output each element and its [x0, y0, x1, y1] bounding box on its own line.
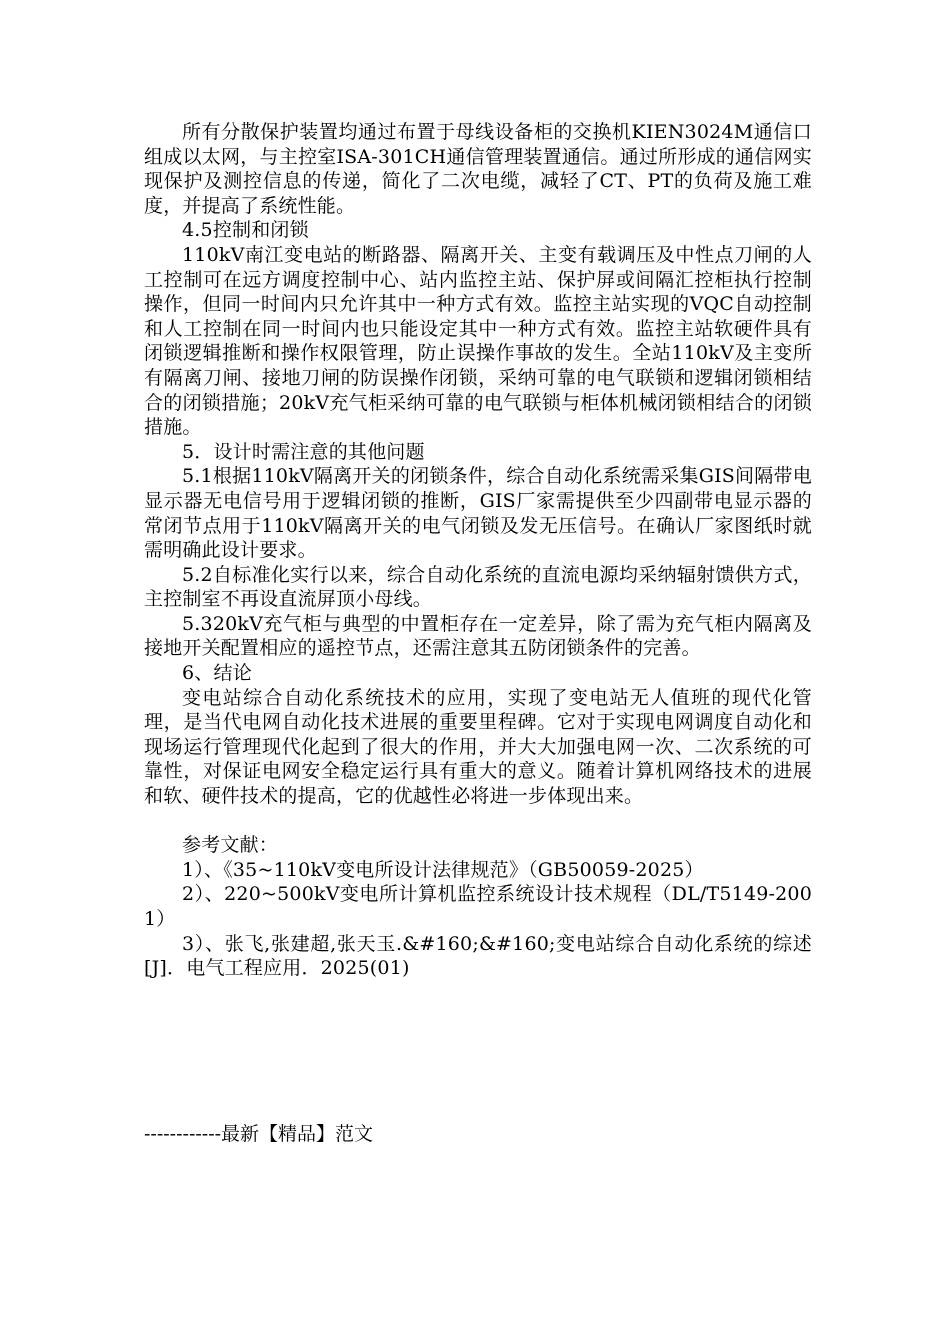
references-heading: 参考文献： [182, 834, 279, 857]
reference-item-2: 2）、220~500kV变电所计算机监控系统设计技术规程（DL/T5149-2001） [144, 883, 812, 930]
paragraph-conclusion: 变电站综合自动化系统技术的应用，实现了变电站无人值班的现代化管理，是当代电网自动化技术进展的重要里程碑。它对于实现电网调度自动化和现场运行管理现代化起到了很大的作用，并大大加强电网一次、二次系统的可靠性，对保证电网安全稳定运行具有重大的意义。随着计算机网络技术的进展和软、硬件技术的提高，它的优越性必将进一步体现出来。 [144, 686, 812, 808]
paragraph-issue-5-3: 5.320kV充气柜与典型的中置柜存在一定差异，除了需为充气柜内隔离及接地开关配置相应的遥控节点，还需注意其五防闭锁条件的完善。 [144, 612, 812, 660]
paragraph-issue-5-1: 5.1根据110kV隔离开关的闭锁条件，综合自动化系统需采集GIS间隔带电显示器无电信号用于逻辑闭锁的推断，GIS厂家需提供至少四副带电显示器的常闭节点用于110kV隔离开关的电气闭锁及发无压信号。在确认厂家图纸时就需明确此设计要求。 [144, 465, 812, 562]
paragraph-control-lock: 110kV南江变电站的断路器、隔离开关、主变有载调压及中性点刀闸的人工控制可在远方调度控制中心、站内监控主站、保护屏或间隔汇控柜执行控制操作，但同一时间内只允许其中一种方式有效。监控主站实现的VQC自动控制和人工控制在同一时间内也只能设定其中一种方式有效。监控主站软硬件具有闭锁逻辑推断和操作权限管理，防止误操作事故的发生。全站110kV及主变所有隔离刀闸、接地刀闸的防误操作闭锁，采纳可靠的电气联锁和逻辑闭锁相结合的闭锁措施；20kV充气柜采纳可靠的电气联锁与柜体机械闭锁相结合的闭锁措施。 [144, 243, 812, 439]
section-heading-design-issues: 5．设计时需注意的其他问题 [182, 440, 425, 463]
section-heading-conclusion: 6、结论 [182, 662, 252, 685]
section-heading-control-lock: 4.5控制和闭锁 [182, 219, 309, 242]
reference-item-3: 3）、张飞,张建超,张天玉.&#160;&#160;变电站综合自动化系统的综述[J]．电气工程应用．2025(01) [144, 932, 812, 980]
document-body [144, 120, 812, 981]
paragraph-network-intro: 所有分散保护装置均通过布置于母线设备柜的交换机KIEN3024M通信口组成以太网，与主控室ISA-301CH通信管理装置通信。通过所形成的通信网实现保护及测控信息的传递，简化了二次电缆，减轻了CT、PT的负荷及施工难度，并提高了系统性能。 [144, 121, 812, 217]
footer-tagline: ------------最新【精品】范文 [144, 1123, 374, 1145]
paragraph-issue-5-2: 5.2自标准化实行以来，综合自动化系统的直流电源均采纳辐射馈供方式，主控制室不再设直流屏顶小母线。 [144, 563, 812, 611]
reference-item-1: 1）、《35~110kV变电所设计法律规范》（GB50059-2025） [182, 858, 704, 881]
